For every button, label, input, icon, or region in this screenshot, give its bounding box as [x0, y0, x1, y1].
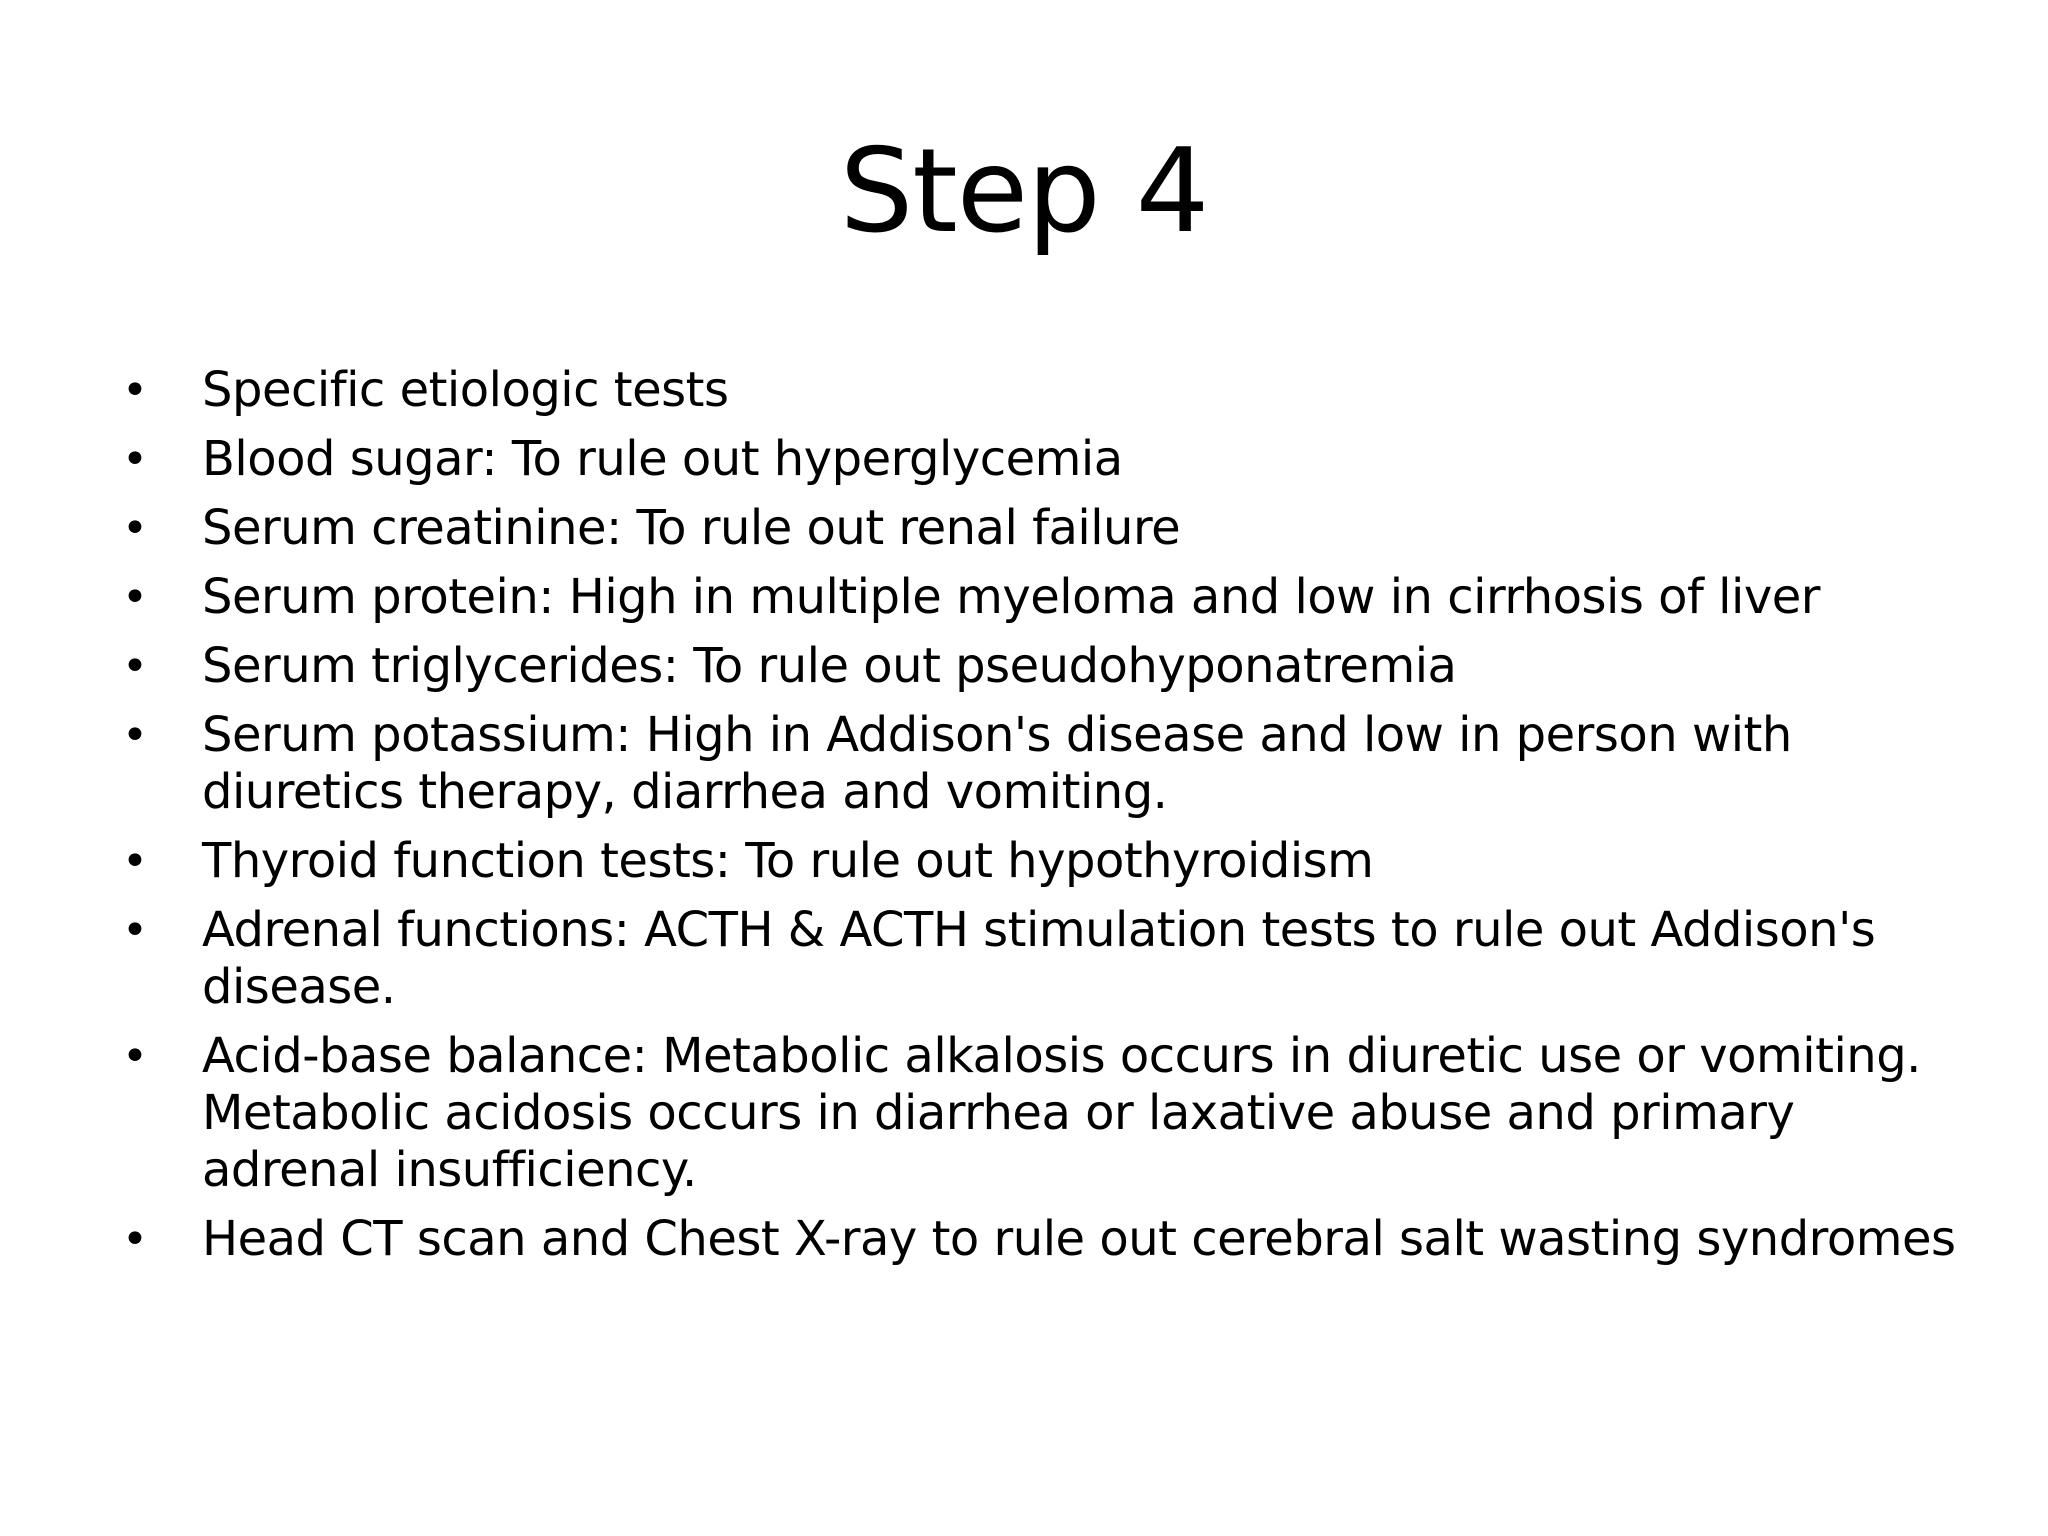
bullet-text: Specific etiologic tests: [202, 362, 729, 418]
bullet-text: Thyroid function tests: To rule out hypothyroidism: [202, 833, 1374, 889]
bullet-icon: •: [122, 641, 148, 692]
bullet-text: Serum potassium: High in Addison's disease and low in person with diuretics therapy, diarrhea and vomiting.: [202, 707, 1792, 820]
bullet-text: Head CT scan and Chest X-ray to rule out cerebral salt wasting syndromes: [202, 1211, 1956, 1267]
list-item: [122, 569, 1982, 626]
list-item: [122, 1211, 1982, 1268]
bullet-text: Adrenal functions: ACTH & ACTH stimulation tests to rule out Addison's disease.: [202, 902, 1876, 1015]
list-item: [122, 833, 1982, 890]
list-item: [122, 902, 1982, 1016]
bullet-icon: •: [122, 572, 148, 623]
bullet-text: Serum protein: High in multiple myeloma and low in cirrhosis of liver: [202, 569, 1820, 625]
list-item: [122, 1028, 1982, 1199]
bullet-icon: •: [122, 905, 148, 956]
bullet-list: [122, 362, 1982, 1280]
list-item: [122, 638, 1982, 695]
bullet-text: Serum triglycerides: To rule out pseudohyponatremia: [202, 638, 1457, 694]
bullet-icon: •: [122, 1214, 148, 1265]
bullet-text: Acid-base balance: Metabolic alkalosis occurs in diuretic use or vomiting. Metabolic acidosis occurs in diarrhea or laxative abuse and primary adrenal insufficiency.: [202, 1028, 1921, 1198]
list-item: [122, 362, 1982, 419]
bullet-icon: •: [122, 365, 148, 416]
bullet-icon: •: [122, 434, 148, 485]
bullet-icon: •: [122, 503, 148, 554]
list-item: [122, 431, 1982, 488]
slide-title: Step 4: [839, 124, 1209, 259]
list-item: [122, 707, 1982, 821]
bullet-text: Blood sugar: To rule out hyperglycemia: [202, 431, 1123, 487]
bullet-icon: •: [122, 710, 148, 761]
bullet-text: Serum creatinine: To rule out renal failure: [202, 500, 1181, 556]
bullet-icon: •: [122, 836, 148, 887]
list-item: [122, 500, 1982, 557]
bullet-icon: •: [122, 1031, 148, 1082]
